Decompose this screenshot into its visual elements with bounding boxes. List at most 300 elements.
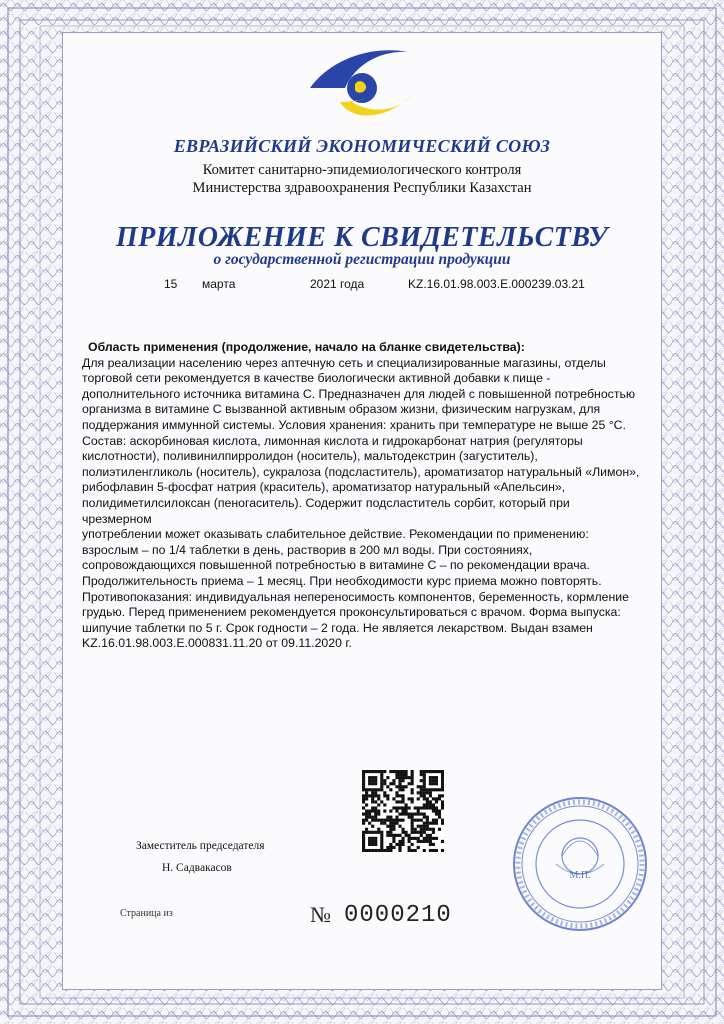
qr-module xyxy=(420,794,423,797)
qr-module xyxy=(417,809,420,812)
qr-module xyxy=(365,770,368,773)
qr-module xyxy=(383,782,386,785)
qr-module xyxy=(362,840,365,843)
qr-module xyxy=(371,819,374,822)
qr-module xyxy=(426,822,429,825)
qr-module xyxy=(389,828,392,831)
union-name: ЕВРАЗИЙСКИЙ ЭКОНОМИЧЕСКИЙ СОЮЗ xyxy=(173,136,551,156)
qr-module xyxy=(411,770,414,773)
qr-module xyxy=(405,785,408,788)
qr-module xyxy=(408,834,411,837)
qr-module xyxy=(432,797,435,800)
qr-module xyxy=(435,809,438,812)
qr-module xyxy=(398,773,401,776)
qr-module xyxy=(401,840,404,843)
qr-module xyxy=(365,816,368,819)
qr-module xyxy=(401,770,404,773)
body-line: торговой сети рекомендуется в качестве биологически активной добавки к пище - xyxy=(82,371,551,386)
qr-module xyxy=(441,849,444,852)
document-title: ПРИЛОЖЕНИЕ К СВИДЕТЕЛЬСТВУ xyxy=(115,222,609,253)
qr-module xyxy=(371,849,374,852)
qr-module xyxy=(426,788,429,791)
qr-module xyxy=(362,849,365,852)
qr-module xyxy=(371,779,374,782)
qr-module xyxy=(389,788,392,791)
qr-module xyxy=(389,819,392,822)
qr-module xyxy=(362,834,365,837)
qr-module xyxy=(423,785,426,788)
qr-module xyxy=(420,773,423,776)
qr-module xyxy=(411,791,414,794)
body-line: сопровождающихся повышенной потребностью в витамине С – по рекомендации врача. xyxy=(82,558,590,573)
qr-module xyxy=(411,822,414,825)
qr-module xyxy=(408,837,411,840)
qr-module xyxy=(441,806,444,809)
qr-module xyxy=(411,819,414,822)
qr-module xyxy=(392,779,395,782)
qr-module xyxy=(420,840,423,843)
qr-module xyxy=(420,813,423,816)
qr-module xyxy=(414,819,417,822)
body-line: поддержания иммунной системы. Условия хранения: хранить при температуре не выше 25 °С. xyxy=(82,417,626,432)
qr-module xyxy=(386,834,389,837)
qr-module xyxy=(389,849,392,852)
qr-module xyxy=(362,770,365,773)
qr-module xyxy=(435,819,438,822)
qr-module xyxy=(414,806,417,809)
qr-module xyxy=(368,843,371,846)
qr-module xyxy=(401,794,404,797)
qr-module xyxy=(401,773,404,776)
committee-name: Комитет санитарно-эпидемиологического контроля xyxy=(202,162,522,178)
qr-module xyxy=(374,779,377,782)
qr-module xyxy=(395,834,398,837)
qr-module xyxy=(374,794,377,797)
qr-module xyxy=(435,776,438,779)
body-line: полиэтиленгликоль (носитель), сукралоза (подсластитель), ароматизатор натуральный «Лимон», xyxy=(82,464,640,479)
qr-module xyxy=(411,828,414,831)
qr-module xyxy=(423,837,426,840)
body-line: взрослым – по 1/4 таблетки в день, растворив в 200 мл воды. При состояниях, xyxy=(82,542,533,557)
qr-module xyxy=(432,782,435,785)
qr-module xyxy=(426,834,429,837)
qr-module xyxy=(423,797,426,800)
qr-module xyxy=(365,794,368,797)
qr-module xyxy=(426,797,429,800)
qr-module xyxy=(441,800,444,803)
qr-module xyxy=(398,779,401,782)
qr-module xyxy=(408,849,411,852)
qr-module xyxy=(426,825,429,828)
qr-module xyxy=(405,770,408,773)
qr-module xyxy=(423,840,426,843)
qr-module xyxy=(377,794,380,797)
qr-module xyxy=(438,770,441,773)
qr-module xyxy=(441,782,444,785)
qr-module xyxy=(423,791,426,794)
qr-module xyxy=(401,806,404,809)
qr-module xyxy=(414,849,417,852)
qr-module xyxy=(383,819,386,822)
qr-module xyxy=(408,797,411,800)
qr-module xyxy=(365,809,368,812)
qr-module xyxy=(389,816,392,819)
qr-module xyxy=(417,791,420,794)
qr-module xyxy=(441,773,444,776)
qr-module xyxy=(362,794,365,797)
qr-module xyxy=(429,791,432,794)
qr-module xyxy=(417,840,420,843)
qr-module xyxy=(377,819,380,822)
qr-module xyxy=(389,782,392,785)
document-subtitle: о государственной регистрации продукции xyxy=(213,251,511,268)
qr-module xyxy=(362,779,365,782)
qr-module xyxy=(435,822,438,825)
qr-module xyxy=(368,779,371,782)
qr-module xyxy=(398,843,401,846)
qr-module xyxy=(380,782,383,785)
qr-module xyxy=(426,806,429,809)
qr-module xyxy=(365,797,368,800)
qr-module xyxy=(401,813,404,816)
qr-module xyxy=(398,782,401,785)
qr-module xyxy=(429,782,432,785)
qr-module xyxy=(362,782,365,785)
body-line: Продолжительность приема – 1 месяц. При необходимости курс приема можно повторять. xyxy=(82,573,602,588)
qr-module xyxy=(365,791,368,794)
qr-module xyxy=(395,806,398,809)
qr-module xyxy=(426,770,429,773)
qr-module xyxy=(383,779,386,782)
qr-module xyxy=(432,803,435,806)
qr-module xyxy=(392,834,395,837)
qr-module xyxy=(441,840,444,843)
qr-module xyxy=(374,809,377,812)
qr-module xyxy=(426,837,429,840)
qr-module xyxy=(398,813,401,816)
qr-module xyxy=(383,770,386,773)
qr-module xyxy=(401,837,404,840)
blank-serial-number: 0000210 xyxy=(344,902,452,929)
qr-module xyxy=(395,776,398,779)
qr-module xyxy=(392,782,395,785)
body-line: шипучие таблетки по 5 г. Срок годности – 2 года. Не является лекарством. Выдан взамен xyxy=(82,620,593,635)
qr-module xyxy=(411,837,414,840)
qr-module xyxy=(417,813,420,816)
qr-module xyxy=(398,840,401,843)
qr-module xyxy=(432,831,435,834)
qr-module xyxy=(429,788,432,791)
qr-module xyxy=(432,843,435,846)
qr-module xyxy=(386,776,389,779)
qr-module xyxy=(383,803,386,806)
certificate-number: KZ.16.01.98.003.E.000239.03.21 xyxy=(408,277,585,291)
qr-module xyxy=(377,809,380,812)
qr-module xyxy=(389,770,392,773)
qr-module xyxy=(423,816,426,819)
qr-module xyxy=(435,779,438,782)
qr-module xyxy=(371,794,374,797)
qr-module xyxy=(368,840,371,843)
qr-module xyxy=(423,849,426,852)
qr-module xyxy=(389,831,392,834)
qr-module xyxy=(405,809,408,812)
qr-module xyxy=(429,806,432,809)
qr-module xyxy=(441,770,444,773)
qr-module xyxy=(426,840,429,843)
qr-module xyxy=(420,831,423,834)
qr-module xyxy=(386,785,389,788)
body-line: полидиметилсилоксан (пеногаситель). Содержит подсластитель сорбит, который при чрезмерном xyxy=(82,495,570,526)
qr-module xyxy=(377,849,380,852)
qr-module xyxy=(380,776,383,779)
body-line: Состав: аскорбиновая кислота, лимонная кислота и гидрокарбонат натрия (регуляторы xyxy=(82,433,583,448)
qr-module xyxy=(429,779,432,782)
qr-module xyxy=(386,816,389,819)
qr-module xyxy=(362,800,365,803)
qr-module xyxy=(405,776,408,779)
qr-module xyxy=(414,813,417,816)
qr-module xyxy=(389,843,392,846)
qr-module xyxy=(362,776,365,779)
qr-module xyxy=(408,806,411,809)
qr-module xyxy=(426,803,429,806)
qr-module xyxy=(414,828,417,831)
qr-module xyxy=(377,828,380,831)
qr-module xyxy=(423,779,426,782)
qr-module xyxy=(365,788,368,791)
qr-module xyxy=(411,816,414,819)
qr-module xyxy=(371,825,374,828)
qr-module xyxy=(420,834,423,837)
qr-module xyxy=(426,791,429,794)
qr-module xyxy=(401,843,404,846)
qr-module xyxy=(405,831,408,834)
qr-module xyxy=(432,849,435,852)
qr-module xyxy=(362,822,365,825)
qr-module xyxy=(377,813,380,816)
qr-module xyxy=(398,800,401,803)
qr-module xyxy=(438,813,441,816)
qr-module xyxy=(411,813,414,816)
qr-module xyxy=(395,800,398,803)
page-label: Страница из xyxy=(120,908,173,919)
qr-module xyxy=(398,806,401,809)
qr-module xyxy=(423,828,426,831)
qr-module xyxy=(411,776,414,779)
qr-module xyxy=(380,773,383,776)
qr-module xyxy=(438,828,441,831)
qr-module xyxy=(368,816,371,819)
qr-module xyxy=(429,794,432,797)
ministry-name: Министерства здравоохранения Республики Казахстан xyxy=(192,180,532,196)
qr-module xyxy=(405,834,408,837)
qr-module xyxy=(365,813,368,816)
date-month: марта xyxy=(202,277,236,291)
qr-module xyxy=(374,806,377,809)
qr-module xyxy=(432,828,435,831)
qr-module xyxy=(432,806,435,809)
qr-module xyxy=(368,770,371,773)
qr-module xyxy=(432,809,435,812)
scope-text xyxy=(82,340,642,652)
qr-module xyxy=(392,819,395,822)
qr-module xyxy=(420,779,423,782)
qr-module xyxy=(389,834,392,837)
qr-module xyxy=(417,785,420,788)
qr-module xyxy=(398,819,401,822)
qr-module xyxy=(368,831,371,834)
qr-module xyxy=(392,770,395,773)
qr-module xyxy=(441,779,444,782)
qr-module xyxy=(429,770,432,773)
qr-module xyxy=(389,822,392,825)
qr-module xyxy=(395,819,398,822)
qr-module xyxy=(374,843,377,846)
qr-module xyxy=(401,800,404,803)
qr-module xyxy=(389,809,392,812)
qr-module xyxy=(383,822,386,825)
qr-module xyxy=(438,788,441,791)
qr-module xyxy=(414,831,417,834)
qr-module xyxy=(362,788,365,791)
qr-module xyxy=(423,806,426,809)
qr-module xyxy=(380,840,383,843)
qr-module xyxy=(414,837,417,840)
qr-module xyxy=(386,825,389,828)
qr-module xyxy=(374,813,377,816)
qr-module xyxy=(395,785,398,788)
qr-module xyxy=(395,816,398,819)
qr-module xyxy=(411,782,414,785)
qr-module xyxy=(438,816,441,819)
qr-module xyxy=(371,797,374,800)
qr-module xyxy=(362,806,365,809)
qr-module xyxy=(398,794,401,797)
qr-module xyxy=(408,840,411,843)
qr-module xyxy=(365,849,368,852)
qr-module xyxy=(426,828,429,831)
qr-module xyxy=(398,825,401,828)
qr-module xyxy=(429,837,432,840)
qr-module xyxy=(371,843,374,846)
qr-module xyxy=(374,770,377,773)
qr-module xyxy=(374,788,377,791)
body-line: употреблении может оказывать слабительное действие. Рекомендации по применению: xyxy=(82,527,589,542)
qr-module xyxy=(398,785,401,788)
qr-module xyxy=(417,846,420,849)
qr-module xyxy=(371,831,374,834)
qr-module xyxy=(432,770,435,773)
qr-module xyxy=(371,800,374,803)
qr-module xyxy=(362,831,365,834)
qr-module xyxy=(380,770,383,773)
qr-module xyxy=(411,843,414,846)
qr-module xyxy=(423,831,426,834)
qr-module xyxy=(362,819,365,822)
qr-module xyxy=(368,837,371,840)
qr-module xyxy=(386,846,389,849)
date-year: 2021 года xyxy=(310,277,365,291)
qr-module xyxy=(374,791,377,794)
qr-module xyxy=(432,822,435,825)
qr-module xyxy=(374,776,377,779)
body-line: грудью. Перед применением рекомендуется проконсультироваться с врачом. Форма выпуска: xyxy=(82,605,621,620)
qr-module xyxy=(392,797,395,800)
body-line: Противопоказания: индивидуальная непереносимость компонентов, беременность, кормление xyxy=(82,589,629,604)
qr-module xyxy=(405,803,408,806)
qr-module xyxy=(411,797,414,800)
qr-module xyxy=(392,837,395,840)
qr-module xyxy=(362,797,365,800)
qr-module xyxy=(365,803,368,806)
qr-module xyxy=(438,797,441,800)
qr-module xyxy=(420,828,423,831)
qr-module xyxy=(398,788,401,791)
qr-module xyxy=(395,770,398,773)
qr-module xyxy=(380,846,383,849)
qr-module xyxy=(411,831,414,834)
qr-module xyxy=(392,806,395,809)
qr-module xyxy=(417,806,420,809)
qr-module xyxy=(392,825,395,828)
qr-module xyxy=(423,803,426,806)
qr-module xyxy=(429,843,432,846)
qr-module xyxy=(374,840,377,843)
eaeu-logo xyxy=(300,40,420,122)
qr-module xyxy=(429,849,432,852)
qr-module xyxy=(386,831,389,834)
qr-module xyxy=(380,831,383,834)
qr-module xyxy=(417,797,420,800)
qr-module xyxy=(371,816,374,819)
qr-module xyxy=(405,773,408,776)
qr-module xyxy=(374,831,377,834)
qr-module xyxy=(423,773,426,776)
qr-module xyxy=(365,828,368,831)
qr-module xyxy=(371,791,374,794)
qr-module xyxy=(435,788,438,791)
qr-module xyxy=(423,776,426,779)
qr-module xyxy=(392,822,395,825)
qr-module xyxy=(371,782,374,785)
qr-module xyxy=(423,782,426,785)
qr-module xyxy=(392,828,395,831)
qr-module xyxy=(395,794,398,797)
qr-module xyxy=(441,822,444,825)
body-line: рибофлавин 5-фосфат натрия (краситель), ароматизатор натуральный «Апельсин», xyxy=(82,480,566,495)
date-day: 15 xyxy=(164,277,178,291)
qr-module xyxy=(435,813,438,816)
qr-module xyxy=(420,819,423,822)
qr-module xyxy=(374,849,377,852)
qr-module xyxy=(362,785,365,788)
qr-module xyxy=(374,800,377,803)
qr-module xyxy=(401,828,404,831)
qr-module xyxy=(365,831,368,834)
qr-module xyxy=(395,843,398,846)
qr-module xyxy=(429,776,432,779)
qr-module xyxy=(377,797,380,800)
qr-module xyxy=(383,849,386,852)
qr-module xyxy=(420,788,423,791)
qr-module xyxy=(386,819,389,822)
qr-module xyxy=(362,837,365,840)
qr-module xyxy=(420,770,423,773)
qr-module xyxy=(441,785,444,788)
qr-module xyxy=(368,849,371,852)
qr-module xyxy=(398,776,401,779)
